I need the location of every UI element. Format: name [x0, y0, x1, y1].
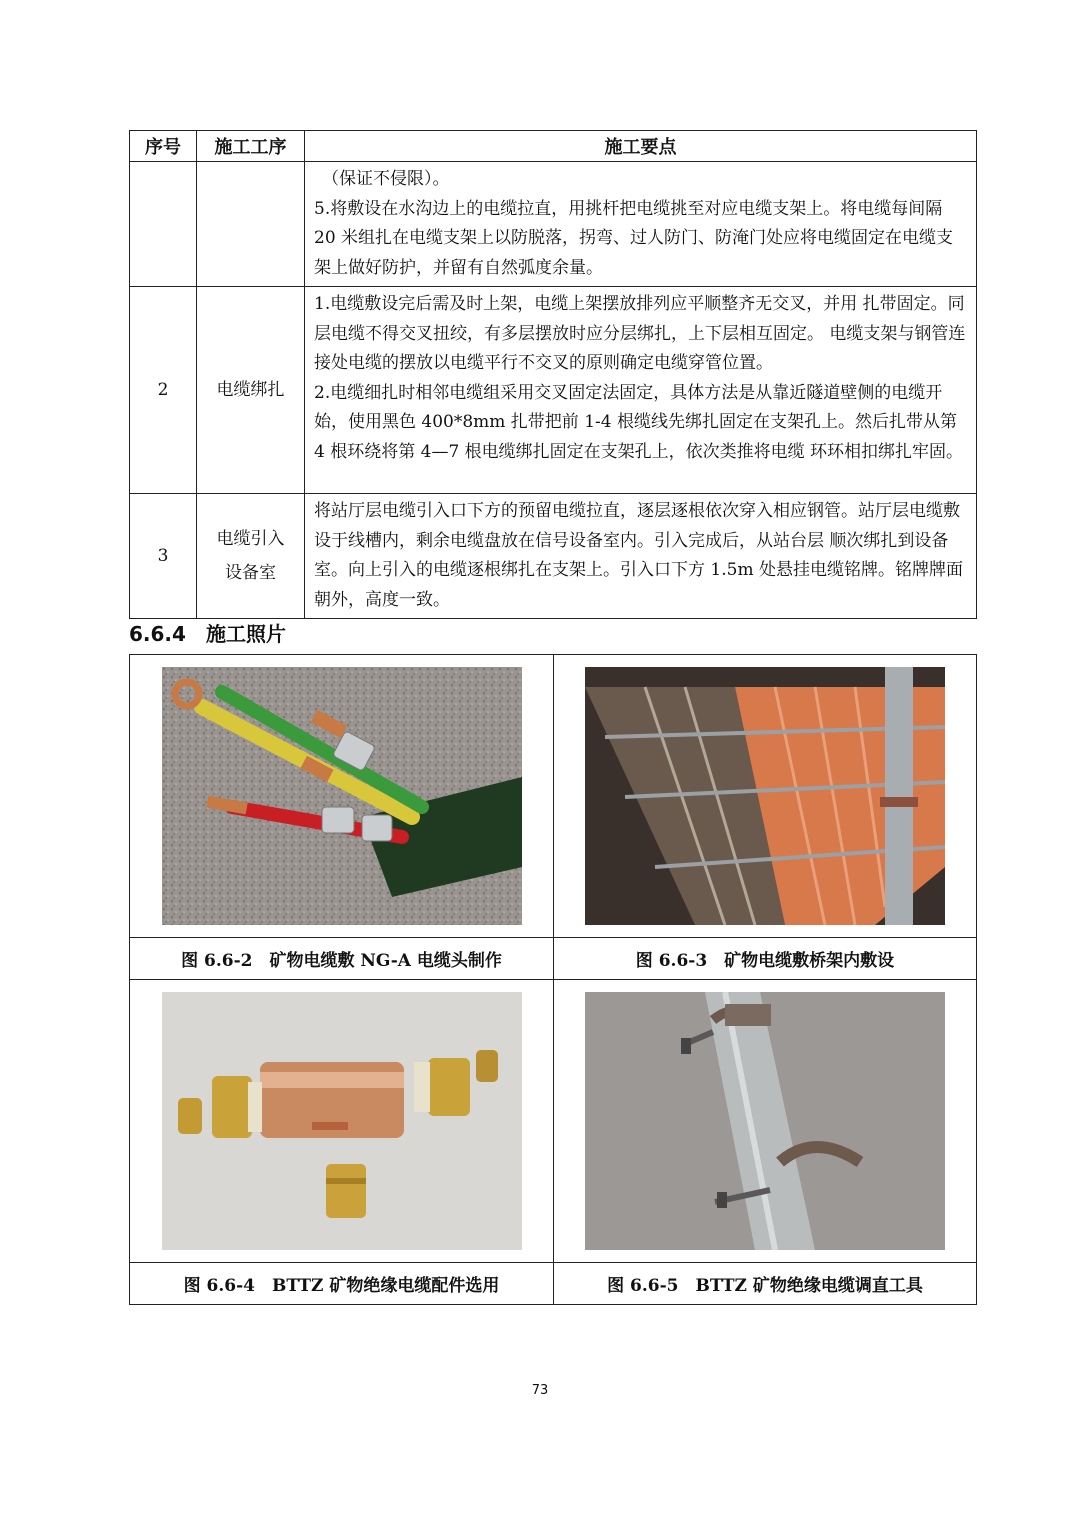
photo-caption: 图 6.6-4 BTTZ 矿物绝缘电缆配件选用	[130, 1262, 554, 1304]
cable-fittings-photo	[162, 992, 522, 1250]
table-row	[130, 162, 977, 287]
points-line: （保证不侵限）。	[322, 169, 450, 189]
photo-caption: 图 6.6-2 矿物电缆敷 NG-A 电缆头制作	[130, 937, 554, 979]
row-points	[305, 494, 977, 619]
construction-process-table	[129, 130, 977, 619]
row-points	[305, 162, 977, 287]
points-line: 5.将敷设在水沟边上的电缆拉直，用挑杆把电缆挑至对应电缆支架上。将电缆每间隔 20 米组扎在电缆支架上以防脱落，拐弯、过人防门、防淹门处应将电缆固定在电缆支架上做好防护，并留有自然弧度余量。	[314, 198, 954, 278]
points-line: 1.电缆敷设完后需及时上架，电缆上架摆放排列应平顺整齐无交叉，并用 扎带固定。同层电缆不得交叉扭绞，有多层摆放时应分层绑扎，上下层相互固定。 电缆支架与钢管连接处电缆的摆放以电缆平行不交叉的原则确定电缆穿管位置。	[314, 294, 966, 373]
header-step: 施工工序	[197, 131, 305, 162]
photo-caption: 图 6.6-5 BTTZ 矿物绝缘电缆调直工具	[554, 1262, 977, 1304]
table-row	[130, 494, 977, 619]
row-number: 3	[130, 494, 197, 619]
header-number: 序号	[130, 131, 197, 162]
section-heading	[129, 618, 306, 647]
points-line: 将站厅层电缆引入口下方的预留电缆拉直，逐层逐根依次穿入相应钢管。站厅层电缆敷设于线槽内，剩余电缆盘放在信号设备室内。引入完成后，从站台层 顺次绑扎到设备室。向上引入的电缆逐根绑扎在支架上。引入口下方 1.5m 处悬挂电缆铭牌。铭牌牌面朝外，高度一致。	[314, 501, 963, 610]
section-title: 施工照片	[205, 622, 286, 646]
photo-caption: 图 6.6-3 矿物电缆敷桥架内敷设	[554, 937, 977, 979]
points-line: 2.电缆细扎时相邻电缆组采用交叉固定法固定，具体方法是从靠近隧道壁侧的电缆开始，使用黑色 400*8mm 扎带把前 1-4 根缆线先绑扎固定在支架孔上。然后扎带从第 4 根环绕将第 4—7 根电缆绑扎固定在支架孔上，依次类推将电缆 环环相扣绑扎牢固。	[314, 382, 964, 462]
cable-tray-photo	[585, 667, 945, 925]
header-points: 施工要点	[305, 131, 977, 162]
cable-head-photo	[162, 667, 522, 925]
row-points	[305, 287, 977, 494]
photo-grid	[129, 654, 977, 1305]
page-number: 73	[531, 1383, 549, 1398]
straightening-tool-photo	[585, 992, 945, 1250]
table-header-row	[130, 131, 977, 162]
row-step: 电缆引入设备室	[197, 494, 305, 619]
table-row	[130, 287, 977, 494]
row-step: 电缆绑扎	[197, 287, 305, 494]
row-number: 2	[130, 287, 197, 494]
section-number: 6.6.4	[129, 622, 186, 646]
